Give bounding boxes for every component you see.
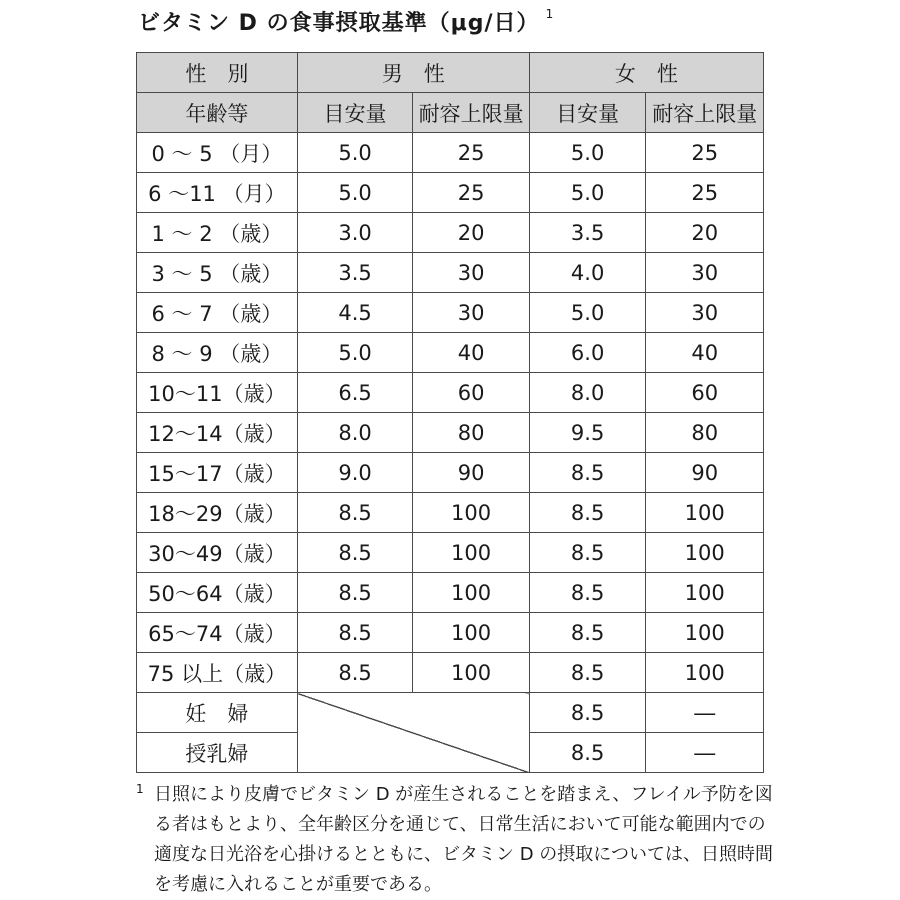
table-row xyxy=(137,613,764,653)
male-ul-cell: 100 xyxy=(413,653,530,693)
age-cell: 75 以上（歳） xyxy=(137,653,298,693)
age-cell: 18～29（歳） xyxy=(137,493,298,533)
male-ai-cell: 8.0 xyxy=(297,413,413,453)
female-ai-cell: 9.5 xyxy=(529,413,646,453)
page-title xyxy=(138,6,554,37)
female-ai-cell: 8.0 xyxy=(529,373,646,413)
header-sex-label: 性 別 xyxy=(137,53,298,93)
female-ul-cell: ― xyxy=(646,733,764,773)
header-male-ul: 耐容上限量 xyxy=(413,93,530,133)
title-text: ビタミン D の食事摂取基準（μg/日） xyxy=(138,11,540,36)
female-ul-cell: 40 xyxy=(646,333,764,373)
male-ai-cell: 3.0 xyxy=(297,213,413,253)
female-ul-cell: 100 xyxy=(646,653,764,693)
table-row xyxy=(137,333,764,373)
special-label-cell: 授乳婦 xyxy=(137,733,298,773)
male-ul-cell: 80 xyxy=(413,413,530,453)
age-cell: 12～14（歳） xyxy=(137,413,298,453)
age-cell: 15～17（歳） xyxy=(137,453,298,493)
footnote-text: 日照により皮膚でビタミン D が産生されることを踏まえ、フレイル予防を図る者はもとより、全年齢区分を通じて、日常生活において可能な範囲内での適度な日光浴を心掛けるとともに、ビタミン D の摂取については、日照時間を考慮に入れることが重要である。 xyxy=(154,784,773,895)
male-ai-cell: 8.5 xyxy=(297,653,413,693)
female-ai-cell: 8.5 xyxy=(529,613,646,653)
female-ul-cell: 60 xyxy=(646,373,764,413)
male-ai-cell: 9.0 xyxy=(297,453,413,493)
female-ul-cell: 30 xyxy=(646,253,764,293)
male-ai-cell: 8.5 xyxy=(297,493,413,533)
header-female-ul: 耐容上限量 xyxy=(646,93,764,133)
age-cell: 8 ～ 9 （歳） xyxy=(137,333,298,373)
female-ai-cell: 5.0 xyxy=(529,293,646,333)
female-ul-cell: 100 xyxy=(646,533,764,573)
male-ai-cell: 6.5 xyxy=(297,373,413,413)
female-ai-cell: 8.5 xyxy=(529,693,646,733)
table-row xyxy=(137,573,764,613)
female-ul-cell: ― xyxy=(646,693,764,733)
female-ai-cell: 5.0 xyxy=(529,133,646,173)
header-female-ai: 目安量 xyxy=(529,93,646,133)
special-label-cell: 妊 婦 xyxy=(137,693,298,733)
table-body xyxy=(137,133,764,773)
male-ul-cell: 25 xyxy=(413,173,530,213)
header-male-ai: 目安量 xyxy=(297,93,413,133)
male-ai-cell: 3.5 xyxy=(297,253,413,293)
female-ai-cell: 3.5 xyxy=(529,213,646,253)
female-ul-cell: 80 xyxy=(646,413,764,453)
male-ul-cell: 25 xyxy=(413,133,530,173)
female-ai-cell: 8.5 xyxy=(529,653,646,693)
age-cell: 3 ～ 5 （歳） xyxy=(137,253,298,293)
footnote-mark: 1 xyxy=(136,782,144,796)
male-ai-cell: 8.5 xyxy=(297,573,413,613)
female-ul-cell: 100 xyxy=(646,493,764,533)
table-row xyxy=(137,373,764,413)
female-ul-cell: 25 xyxy=(646,173,764,213)
female-ai-cell: 8.5 xyxy=(529,453,646,493)
male-ul-cell: 20 xyxy=(413,213,530,253)
male-ai-cell: 4.5 xyxy=(297,293,413,333)
female-ul-cell: 30 xyxy=(646,293,764,333)
age-cell: 6 ～ 7 （歳） xyxy=(137,293,298,333)
male-ul-cell: 30 xyxy=(413,253,530,293)
male-ai-cell: 5.0 xyxy=(297,133,413,173)
age-cell: 0 ～ 5 （月） xyxy=(137,133,298,173)
table-row xyxy=(137,493,764,533)
male-ul-cell: 40 xyxy=(413,333,530,373)
male-ai-cell: 5.0 xyxy=(297,173,413,213)
female-ul-cell: 100 xyxy=(646,573,764,613)
male-ul-cell: 100 xyxy=(413,533,530,573)
female-ai-cell: 4.0 xyxy=(529,253,646,293)
female-ul-cell: 20 xyxy=(646,213,764,253)
table-row xyxy=(137,173,764,213)
table-row xyxy=(137,133,764,173)
table-row xyxy=(137,533,764,573)
header-female: 女 性 xyxy=(529,53,763,93)
female-ai-cell: 8.5 xyxy=(529,573,646,613)
table-row-special xyxy=(137,693,764,733)
age-cell: 65～74（歳） xyxy=(137,613,298,653)
table-row xyxy=(137,253,764,293)
male-ai-cell: 8.5 xyxy=(297,533,413,573)
header-age-label: 年齢等 xyxy=(137,93,298,133)
female-ai-cell: 6.0 xyxy=(529,333,646,373)
male-not-applicable-cell xyxy=(297,693,529,773)
male-ul-cell: 30 xyxy=(413,293,530,333)
age-cell: 30～49（歳） xyxy=(137,533,298,573)
header-row-sex xyxy=(137,53,764,93)
female-ai-cell: 8.5 xyxy=(529,493,646,533)
female-ul-cell: 25 xyxy=(646,133,764,173)
female-ul-cell: 100 xyxy=(646,613,764,653)
male-ai-cell: 5.0 xyxy=(297,333,413,373)
vitamin-d-table xyxy=(136,52,764,773)
age-cell: 1 ～ 2 （歳） xyxy=(137,213,298,253)
age-cell: 6 ～11 （月） xyxy=(137,173,298,213)
male-ai-cell: 8.5 xyxy=(297,613,413,653)
title-footnote-mark: 1 xyxy=(545,6,555,21)
table-row xyxy=(137,453,764,493)
female-ai-cell: 5.0 xyxy=(529,173,646,213)
male-ul-cell: 100 xyxy=(413,573,530,613)
age-cell: 10～11（歳） xyxy=(137,373,298,413)
table-row xyxy=(137,213,764,253)
age-cell: 50～64（歳） xyxy=(137,573,298,613)
female-ai-cell: 8.5 xyxy=(529,533,646,573)
header-male: 男 性 xyxy=(297,53,529,93)
female-ul-cell: 90 xyxy=(646,453,764,493)
table-row xyxy=(137,653,764,693)
header-row-columns xyxy=(137,93,764,133)
male-ul-cell: 100 xyxy=(413,613,530,653)
table-row xyxy=(137,293,764,333)
female-ai-cell: 8.5 xyxy=(529,733,646,773)
male-ul-cell: 90 xyxy=(413,453,530,493)
table-row xyxy=(137,413,764,453)
male-ul-cell: 60 xyxy=(413,373,530,413)
male-ul-cell: 100 xyxy=(413,493,530,533)
footnote xyxy=(136,780,776,900)
